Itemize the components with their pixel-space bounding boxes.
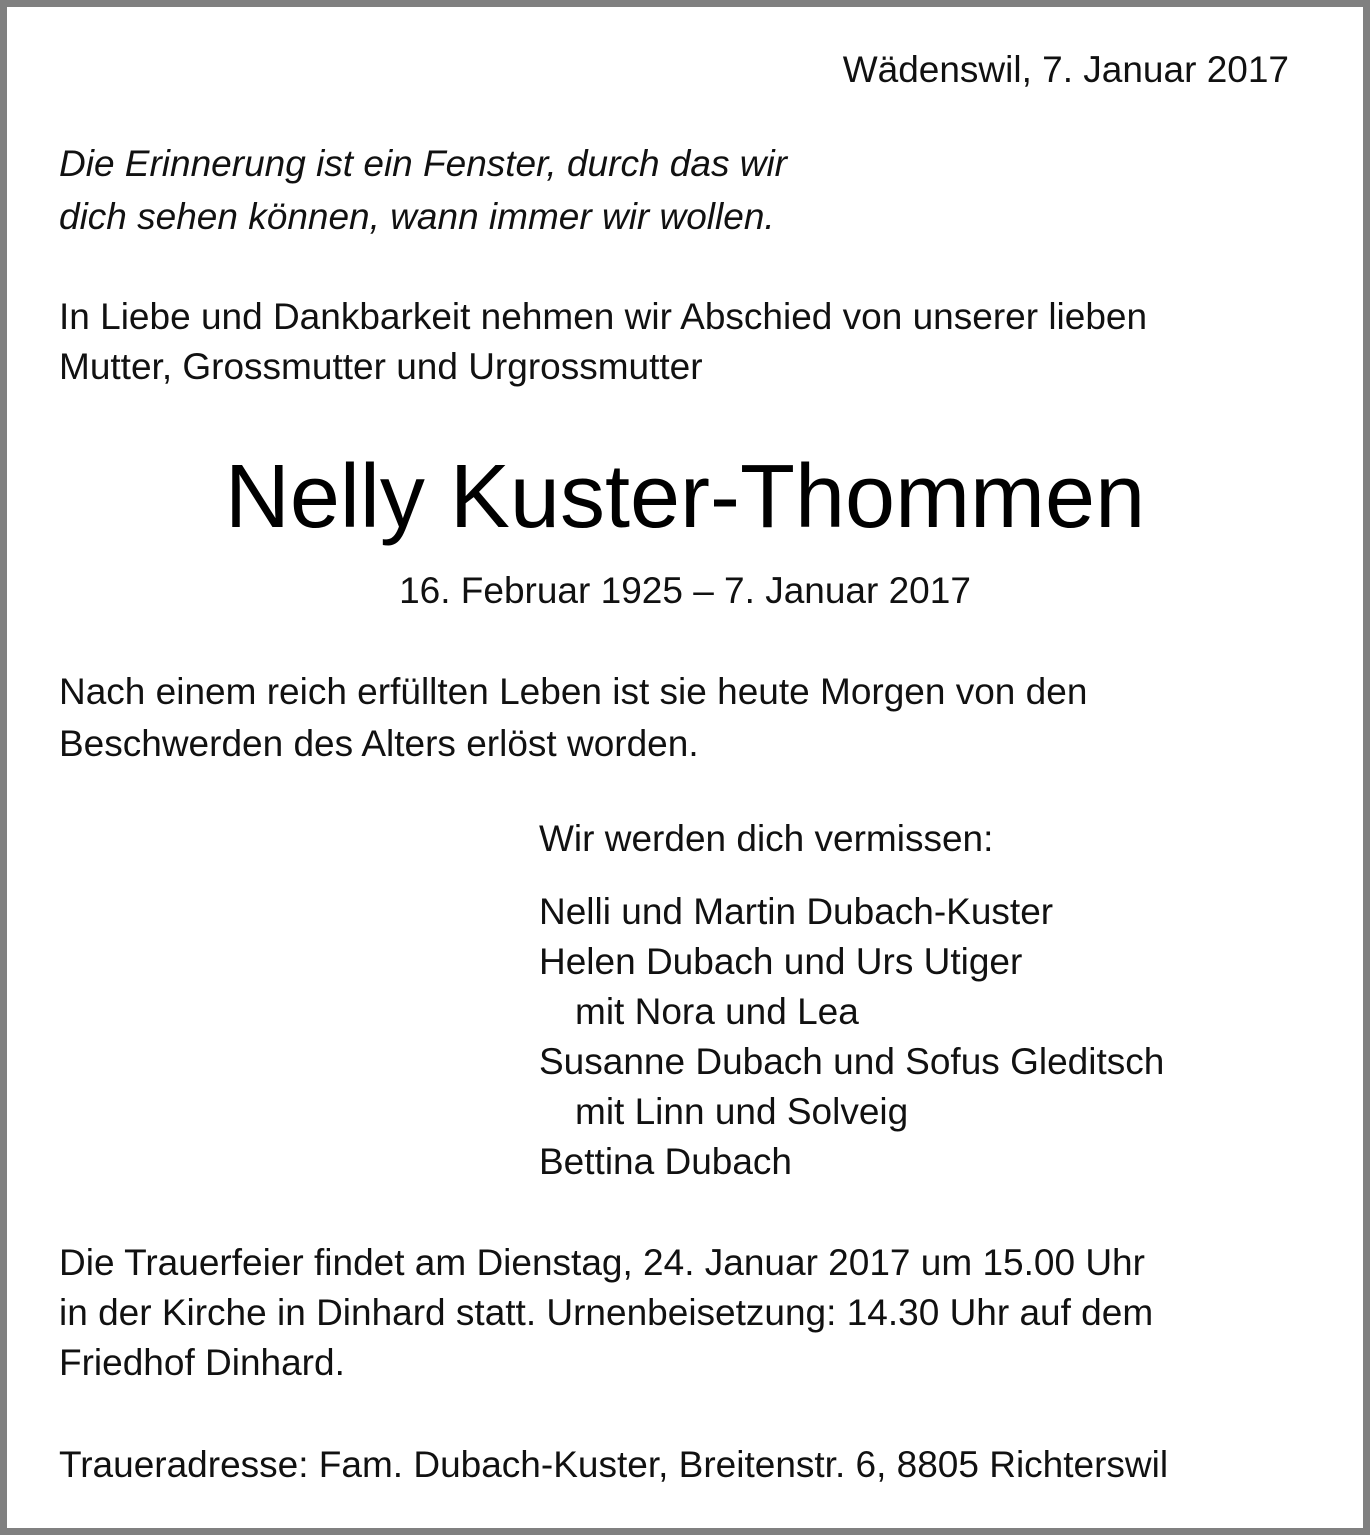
place-date: Wädenswil, 7. Januar 2017 (842, 49, 1289, 90)
life-text-line-1: Nach einem reich erfüllten Leben ist sie heute Morgen von den (59, 671, 1088, 712)
mourner-name: mit Linn und Solveig (575, 1091, 909, 1132)
life-text-line-2: Beschwerden des Alters erlöst worden. (59, 723, 699, 764)
mourner-name: Helen Dubach und Urs Utiger (539, 941, 1023, 982)
mourner-name: Bettina Dubach (539, 1141, 793, 1182)
mourner-name: Nelli und Martin Dubach-Kuster (539, 891, 1054, 932)
mourners-list (539, 887, 1164, 1187)
service-line-2: in der Kirche in Dinhard statt. Urnenbeisetzung: 14.30 Uhr auf dem (59, 1292, 1154, 1333)
mourner-name: mit Nora und Lea (575, 991, 859, 1032)
intro-line-2: Mutter, Grossmutter und Urgrossmutter (59, 346, 703, 387)
intro-line-1: In Liebe und Dankbarkeit nehmen wir Abschied von unserer lieben (59, 296, 1148, 337)
service-line-1: Die Trauerfeier findet am Dienstag, 24. Januar 2017 um 15.00 Uhr (59, 1242, 1145, 1283)
service-line-3: Friedhof Dinhard. (59, 1342, 345, 1383)
mourning-address: Traueradresse: Fam. Dubach-Kuster, Breitenstr. 6, 8805 Richterswil (59, 1444, 1169, 1485)
life-dates: 16. Februar 1925 – 7. Januar 2017 (399, 570, 971, 611)
quote-line-1: Die Erinnerung ist ein Fenster, durch das wir (59, 143, 788, 184)
quote-line-2: dich sehen können, wann immer wir wollen. (59, 196, 775, 237)
deceased-name: Nelly Kuster-Thommen (224, 447, 1146, 547)
mourner-name: Susanne Dubach und Sofus Gleditsch (539, 1041, 1165, 1082)
mourners-heading: Wir werden dich vermissen: (539, 818, 994, 859)
